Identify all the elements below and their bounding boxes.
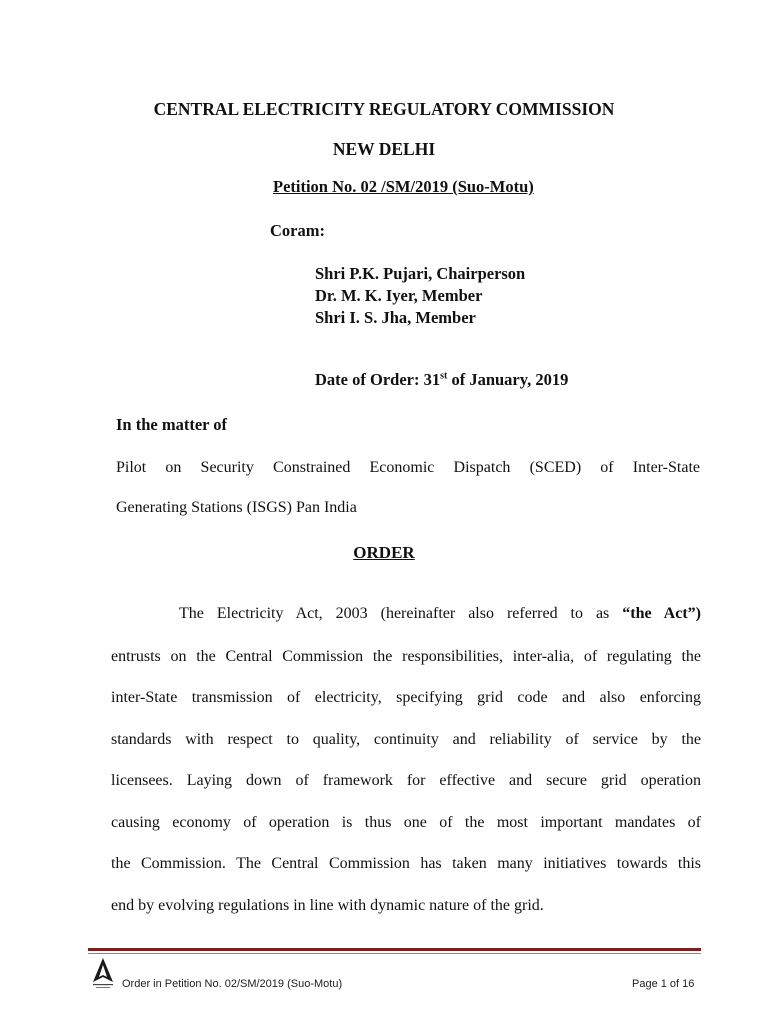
matter-line-2: Generating Stations (ISGS) Pan India <box>116 499 357 516</box>
footer-rule <box>88 948 701 951</box>
the-act-emphasis: “the Act”) <box>622 605 701 622</box>
body-line-2: entrusts on the Central Commission the responsibilities, inter-alia, of regulating the <box>111 648 701 665</box>
order-heading: ORDER <box>353 543 415 562</box>
body-line-8: end by evolving regulations in line with dynamic nature of the grid. <box>111 897 544 914</box>
footer-petition-ref: Order in Petition No. 02/SM/2019 (Suo-Motu) <box>122 978 343 990</box>
commission-logo-icon <box>90 956 116 990</box>
matter-heading: In the matter of <box>116 415 228 434</box>
coram-member: Shri I. S. Jha, Member <box>315 308 476 327</box>
body-line-4: standards with respect to quality, continuity and reliability of service by the <box>111 731 701 748</box>
date-of-order <box>315 370 568 390</box>
matter-line-1: Pilot on Security Constrained Economic Dispatch (SCED) of Inter-State <box>116 459 700 476</box>
date-rest: of January, 2019 <box>447 370 569 389</box>
date-prefix: Date of Order: 31 <box>315 370 441 389</box>
page-number: Page 1 of 16 <box>632 978 695 990</box>
commission-title: CENTRAL ELECTRICITY REGULATORY COMMISSION <box>153 99 615 119</box>
body-line-1 <box>179 605 701 623</box>
body-line-7: the Commission. The Central Commission has taken many initiatives towards this <box>111 855 701 872</box>
city-title: NEW DELHI <box>332 139 436 159</box>
footer-rule-secondary <box>88 953 701 954</box>
petition-number: Petition No. 02 /SM/2019 (Suo-Motu) <box>273 177 534 196</box>
body-line-6: causing economy of operation is thus one of the most important mandates of <box>111 814 701 831</box>
body-line-1-text: The Electricity Act, 2003 (hereinafter also referred to as <box>179 605 623 622</box>
date-suffix: st <box>440 370 448 382</box>
body-line-5: licensees. Laying down of framework for effective and secure grid operation <box>111 772 701 789</box>
coram-member: Shri P.K. Pujari, Chairperson <box>315 264 526 283</box>
coram-member: Dr. M. K. Iyer, Member <box>315 286 483 305</box>
body-line-3: inter-State transmission of electricity, specifying grid code and also enforcing <box>111 689 701 706</box>
coram-label: Coram: <box>270 221 325 240</box>
